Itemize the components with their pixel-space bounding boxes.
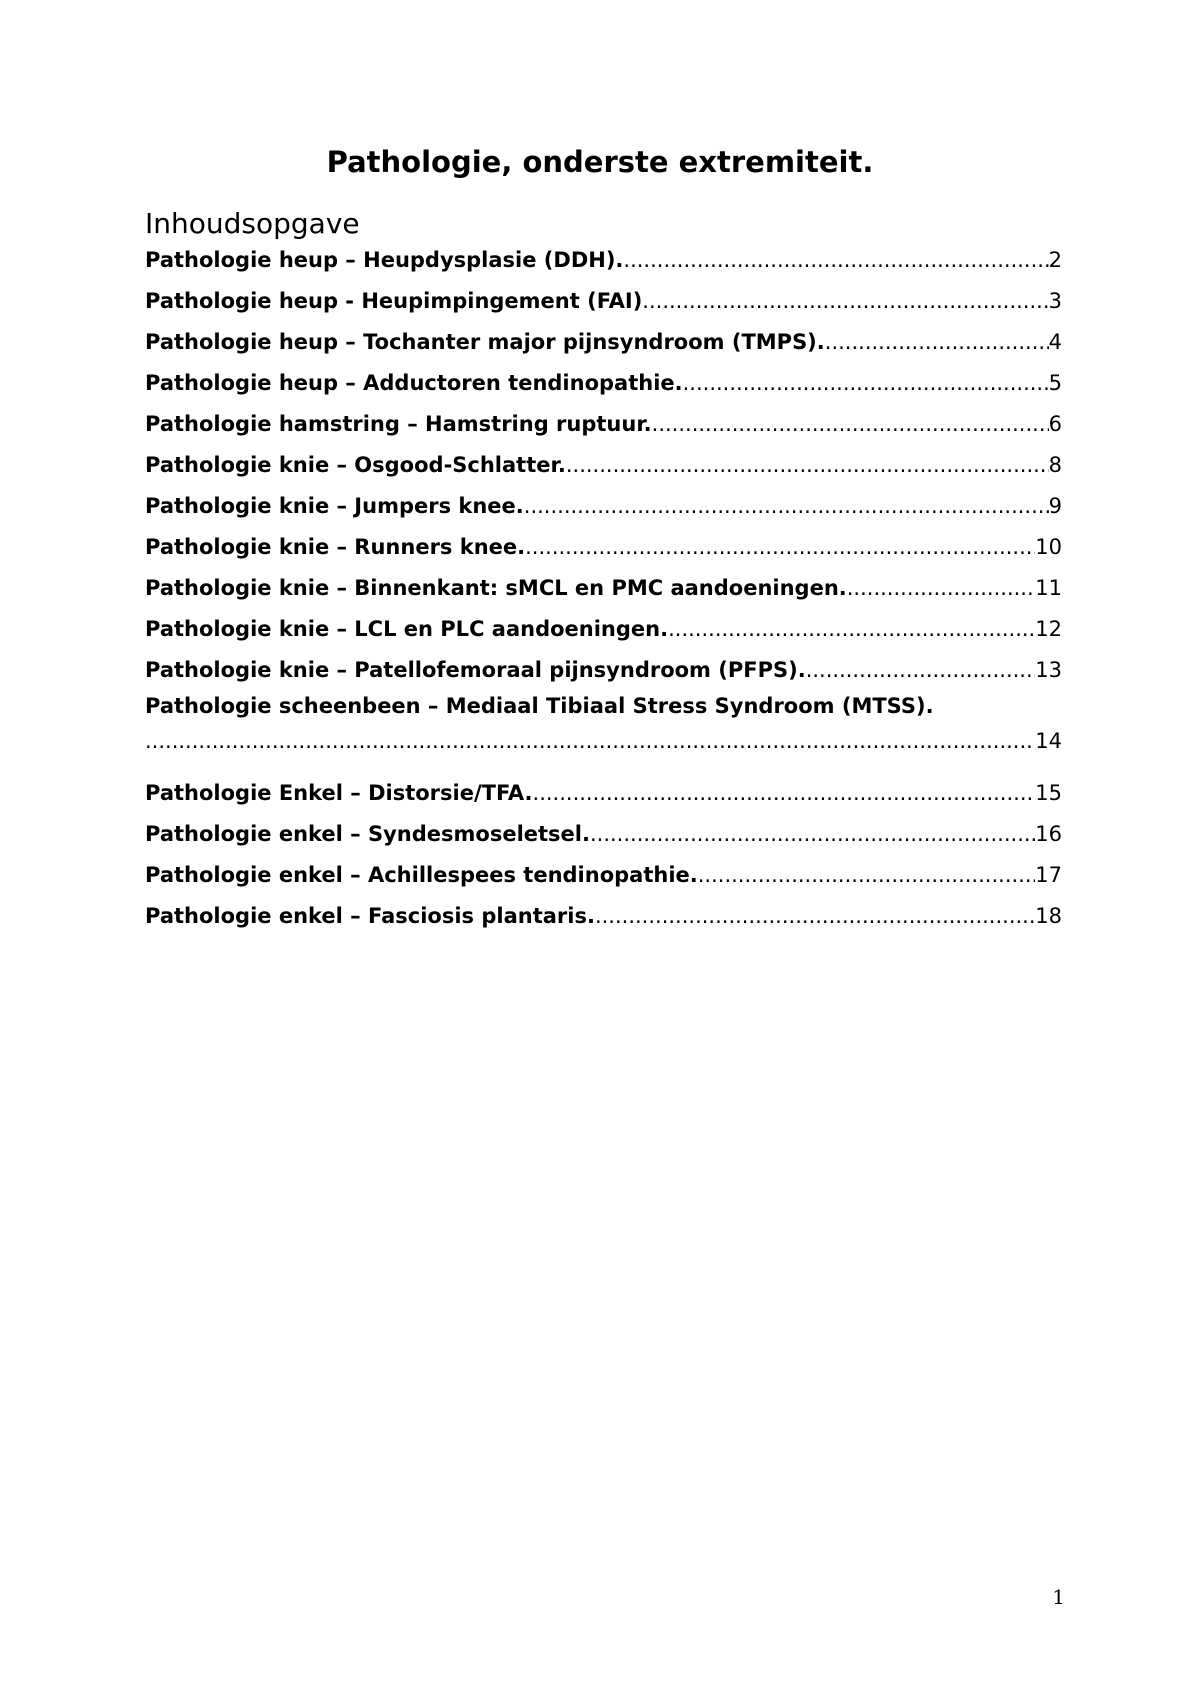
toc-heading: Inhoudsopgave: [145, 207, 360, 240]
toc-entry-label: Pathologie knie – Runners knee.: [145, 535, 526, 559]
toc-entry-label: Pathologie knie – Patellofemoraal pijnsyndroom (PFPS).: [145, 658, 806, 682]
toc-entry[interactable]: [145, 568, 1062, 609]
toc-entry-page: 11: [1035, 576, 1062, 600]
toc-entry[interactable]: [145, 609, 1062, 650]
toc-entry-label: Pathologie heup – Adductoren tendinopathie.: [145, 371, 683, 395]
toc-entry-page: 10: [1035, 535, 1062, 559]
dot-leader: [533, 773, 1036, 814]
dot-leader: [595, 896, 1035, 937]
toc-entry-page: 17: [1035, 863, 1062, 887]
toc-entry-page: 18: [1035, 904, 1062, 928]
dot-leader: [847, 568, 1036, 609]
toc-entry-label: Pathologie enkel – Fasciosis plantaris.: [145, 904, 595, 928]
toc-entry-label: Pathologie enkel – Achillespees tendinopathie.: [145, 863, 698, 887]
toc-entry[interactable]: [145, 773, 1062, 814]
dot-leader: [652, 404, 1049, 445]
toc-entry-page: 12: [1035, 617, 1062, 641]
toc-entry-page: 15: [1035, 781, 1062, 805]
toc-entry[interactable]: [145, 322, 1062, 363]
dot-leader: [525, 527, 1035, 568]
document-title: Pathologie, onderste extremiteit.: [326, 145, 874, 179]
toc-entry-label: Pathologie knie – LCL en PLC aandoeningen.: [145, 617, 669, 641]
toc-entry[interactable]: [145, 650, 1062, 691]
toc-entry-label: Pathologie heup - Heupimpingement (FAI): [145, 289, 643, 313]
toc-entry[interactable]: [145, 814, 1062, 855]
toc-entry-label: Pathologie enkel – Syndesmoseletsel.: [145, 822, 590, 846]
toc-entry-page: 2: [1048, 248, 1062, 272]
dot-leader: [145, 721, 1035, 761]
toc-entry[interactable]: [145, 404, 1062, 445]
toc-entry[interactable]: [145, 281, 1062, 322]
toc-entry-page: 8: [1048, 453, 1062, 477]
dot-leader: [825, 322, 1049, 363]
dot-leader: [623, 240, 1048, 281]
toc-entry[interactable]: [145, 527, 1062, 568]
toc-entry-label: Pathologie knie – Osgood-Schlatter.: [145, 453, 566, 477]
toc-entry[interactable]: [145, 896, 1062, 937]
toc-entry-label: Pathologie hamstring – Hamstring ruptuur.: [145, 412, 652, 436]
toc-entry-wrap-line: [145, 721, 1062, 761]
toc-entry[interactable]: [145, 486, 1062, 527]
toc-entry[interactable]: [145, 363, 1062, 404]
dot-leader: [668, 609, 1035, 650]
toc-entry[interactable]: [145, 855, 1062, 896]
dot-leader: [806, 650, 1036, 691]
dot-leader: [590, 814, 1035, 855]
toc-entry-page: 6: [1048, 412, 1062, 436]
toc-entry-label: Pathologie Enkel – Distorsie/TFA.: [145, 781, 533, 805]
toc-entry-page: 4: [1048, 330, 1062, 354]
toc-entry[interactable]: [145, 240, 1062, 281]
toc-entry-page: 13: [1035, 658, 1062, 682]
toc-entry[interactable]: [145, 691, 1062, 773]
toc-entry-label: Pathologie heup – Tochanter major pijnsyndroom (TMPS).: [145, 330, 825, 354]
toc-entry-label: Pathologie heup – Heupdysplasie (DDH).: [145, 248, 624, 272]
dot-leader: [683, 363, 1049, 404]
toc-entry-page: 9: [1048, 494, 1062, 518]
toc-entry-label: Pathologie knie – Binnenkant: sMCL en PMC aandoeningen.: [145, 576, 847, 600]
dot-leader: [642, 281, 1048, 322]
page-number: 1: [1052, 1585, 1065, 1609]
dot-leader: [566, 445, 1049, 486]
dot-leader: [524, 486, 1049, 527]
toc-entry[interactable]: [145, 445, 1062, 486]
toc-entry-page: 16: [1035, 822, 1062, 846]
toc-entry-label: Pathologie knie – Jumpers knee.: [145, 494, 524, 518]
table-of-contents: [145, 240, 1062, 937]
toc-entry-label: Pathologie scheenbeen – Mediaal Tibiaal Stress Syndroom (MTSS).: [145, 694, 934, 718]
toc-entry-page: 3: [1048, 289, 1062, 313]
dot-leader: [698, 855, 1036, 896]
toc-entry-page: 14: [1035, 729, 1062, 753]
toc-entry-page: 5: [1048, 371, 1062, 395]
